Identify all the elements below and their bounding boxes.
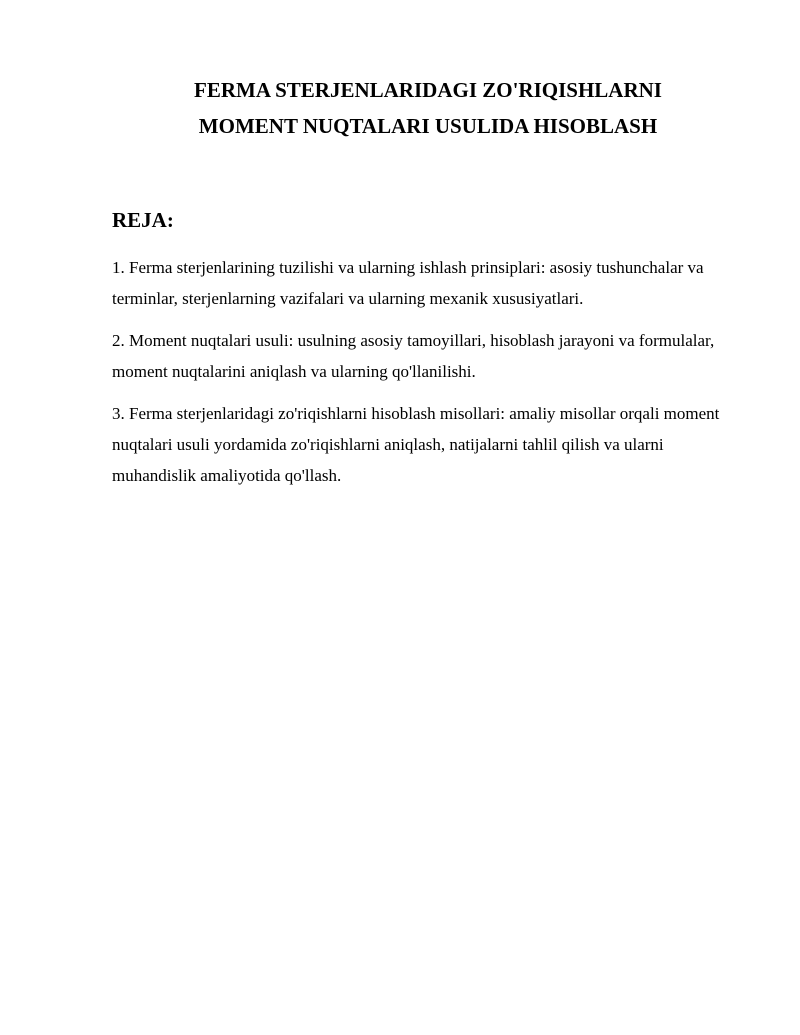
title-line-2: MOMENT NUQTALARI USULIDA HISOBLASH [198, 114, 658, 138]
plan-list [112, 252, 732, 502]
document-title [112, 72, 744, 144]
title-line-1: FERMA STERJENLARIDAGI ZO'RIQISHLARNI [194, 78, 662, 102]
plan-item-3: 3. Ferma sterjenlaridagi zo'riqishlarni hisoblash misollari: amaliy misollar orqali moment nuqtalari usuli yordamida zo'riqishlarni aniqlash, natijalarni tahlil qilish va ularni muhandislik amaliyotida qo'llash. [112, 404, 720, 485]
plan-item-1: 1. Ferma sterjenlarining tuzilishi va ularning ishlash prinsiplari: asosiy tushunchalar va terminlar, sterjenlarning vazifalari va ularning mexanik xususiyatlari. [112, 258, 704, 308]
plan-item-2: 2. Moment nuqtalari usuli: usulning asosiy tamoyillari, hisoblash jarayoni va formulalar, moment nuqtalarini aniqlash va ularning qo'llanilishi. [112, 331, 715, 381]
plan-heading: REJA: [112, 208, 174, 232]
